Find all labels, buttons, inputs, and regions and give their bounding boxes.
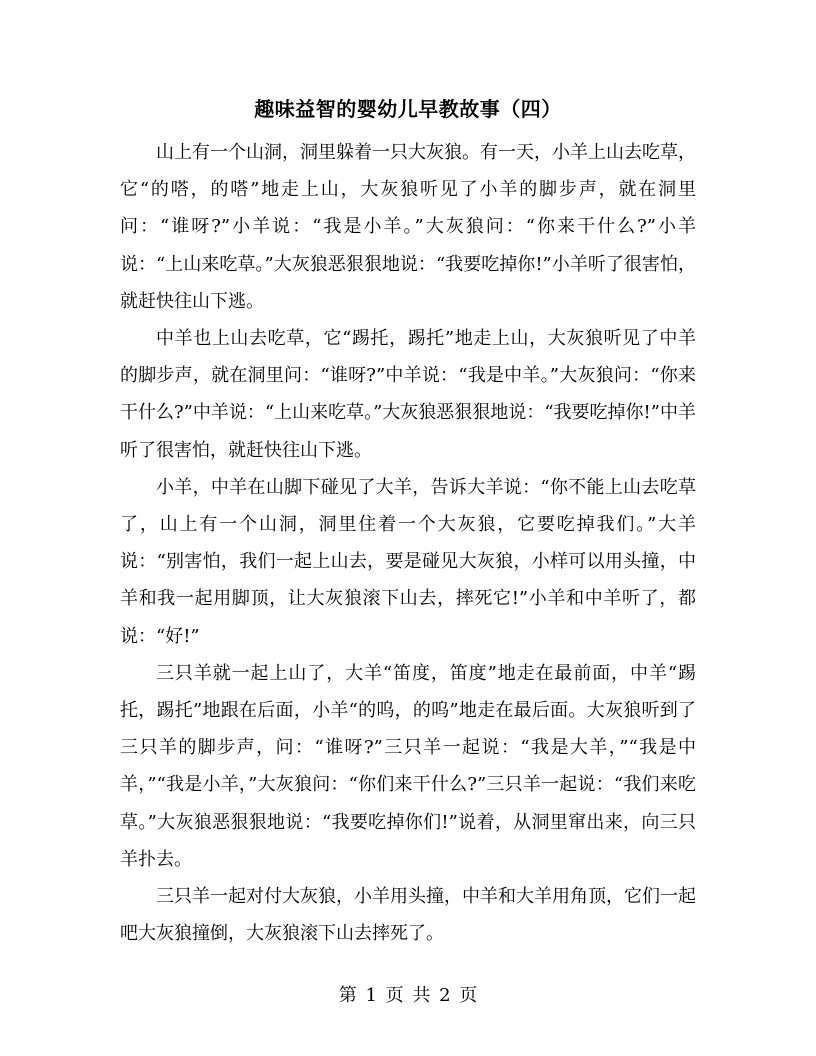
document-body: [120, 134, 696, 952]
document-title: 趣味益智的婴幼儿早教故事（四）: [254, 97, 562, 121]
paragraph-4: 三只羊就一起上山了，大羊“笛度，笛度”地走在最前面，中羊“踢托，踢托”地跟在后面，小羊“的呜，的呜”地走在最后面。大灰狼听到了三只羊的脚步声，问：“谁呀?”三只羊一起说：“我是大羊，”“我是中羊，”“我是小羊，”大灰狼问：“你们来干什么?”三只羊一起说：“我们来吃草。”大灰狼恶狠狠地说：“我要吃掉你们!”说着，从洞里窜出来，向三只羊扑去。: [120, 662, 696, 870]
paragraph-1: 山上有一个山洞，洞里躲着一只大灰狼。有一天，小羊上山去吃草，它“的嗒，的嗒”地走上山，大灰狼听见了小羊的脚步声，就在洞里问：“谁呀?”小羊说：“我是小羊。”大灰狼问：“你来干什么?”小羊说：“上山来吃草。”大灰狼恶狠狠地说：“我要吃掉你!”小羊听了很害怕，就赶快往山下逃。: [120, 142, 696, 312]
paragraph-3: 小羊，中羊在山脚下碰见了大羊，告诉大羊说：“你不能上山去吃草了，山上有一个山洞，洞里住着一个大灰狼，它要吃掉我们。”大羊说：“别害怕，我们一起上山去，要是碰见大灰狼，小样可以用头撞，中羊和我一起用脚顶，让大灰狼滚下山去，摔死它!”小羊和中羊听了，都说：“好!”: [120, 476, 696, 647]
paragraph-2: 中羊也上山去吃草，它“踢托，踢托”地走上山，大灰狼听见了中羊的脚步声，就在洞里问：“谁呀?”中羊说：“我是中羊。”大灰狼问：“你来干什么?”中羊说：“上山来吃草。”大灰狼恶狠狠地说：“我要吃掉你!”中羊听了很害怕，就赶快往山下逃。: [120, 328, 696, 461]
paragraph-5: 三只羊一起对付大灰狼，小羊用头撞，中羊和大羊用角顶，它们一起吧大灰狼撞倒，大灰狼滚下山去摔死了。: [120, 886, 696, 945]
page-number-footer: 第 1 页 共 2 页: [338, 985, 478, 1006]
